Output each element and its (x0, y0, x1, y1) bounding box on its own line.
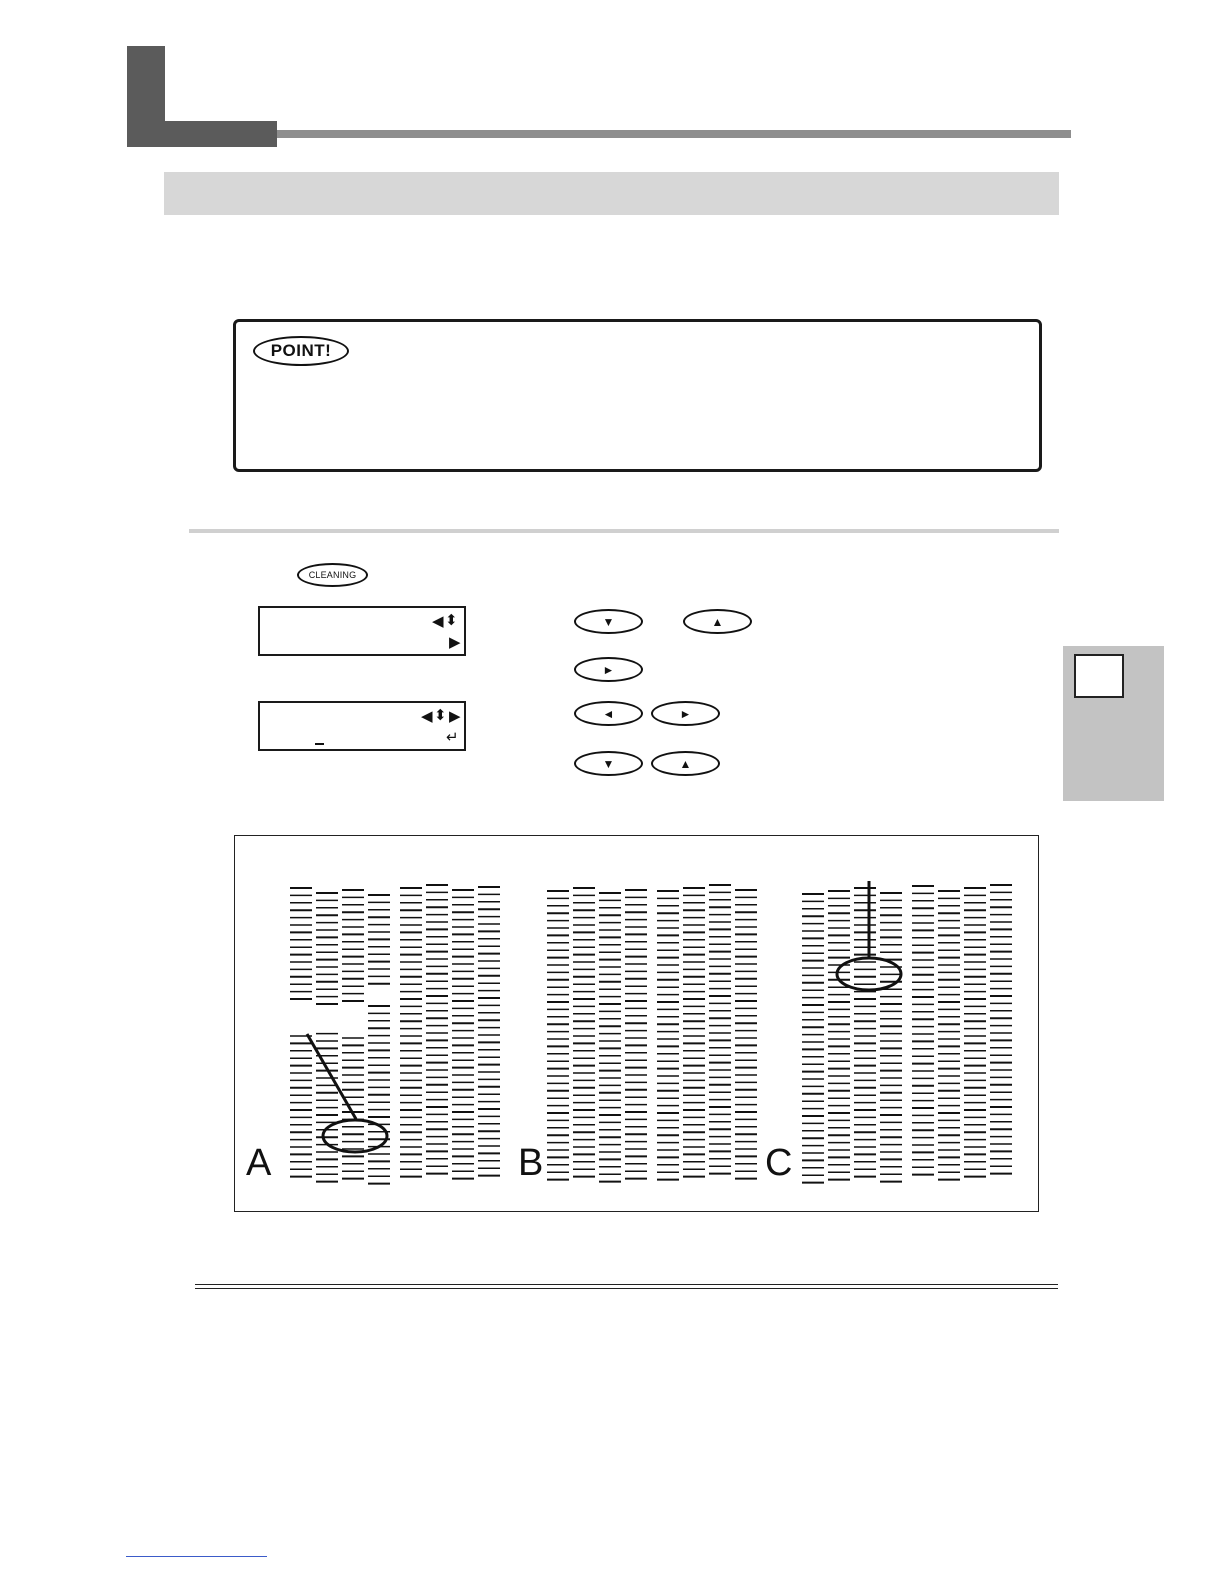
left-arrow-icon: ◀ (421, 707, 433, 725)
down-key-button: ▼ (574, 609, 643, 634)
footer-link-underline[interactable] (126, 1556, 267, 1557)
lcd-cursor (315, 743, 324, 745)
procedure-divider (189, 529, 1059, 533)
right-key-button: ► (651, 701, 720, 726)
callout-ellipse-a (323, 1120, 387, 1152)
up-key-button: ▲ (651, 751, 720, 776)
group-letter-b: B (518, 1142, 544, 1184)
left-arrow-icon: ◀ (432, 612, 444, 630)
group-letter-a: A (246, 1142, 272, 1184)
left-key-button: ◄ (574, 701, 643, 726)
test-pattern-drawing (235, 836, 1040, 1213)
group-letter-c: C (765, 1142, 793, 1184)
test-pattern-figure (234, 835, 1039, 1212)
page-bottom-rule (195, 1284, 1058, 1289)
section-title-band (164, 172, 1059, 215)
enter-icon: ↵ (446, 728, 459, 746)
chapter-marker-foot (127, 121, 277, 147)
chapter-side-tab (1063, 646, 1164, 801)
lcd-panel-1 (258, 606, 466, 656)
callout-line-a (307, 1034, 356, 1119)
chapter-header-rule (277, 130, 1071, 138)
right-arrow-icon: ▶ (449, 707, 461, 725)
chapter-number-box (1074, 654, 1124, 698)
lcd-panel-2 (258, 701, 466, 751)
up-down-arrow-icon: ⬍ (445, 611, 458, 629)
down-key-button: ▼ (574, 751, 643, 776)
up-key-button: ▲ (683, 609, 752, 634)
cleaning-key-icon: CLEANING (297, 563, 368, 587)
right-key-button: ► (574, 657, 643, 682)
point-badge: POINT! (253, 336, 349, 366)
up-down-arrow-icon: ⬍ (434, 706, 447, 724)
right-arrow-icon: ▶ (449, 633, 461, 651)
point-note-box (233, 319, 1042, 472)
